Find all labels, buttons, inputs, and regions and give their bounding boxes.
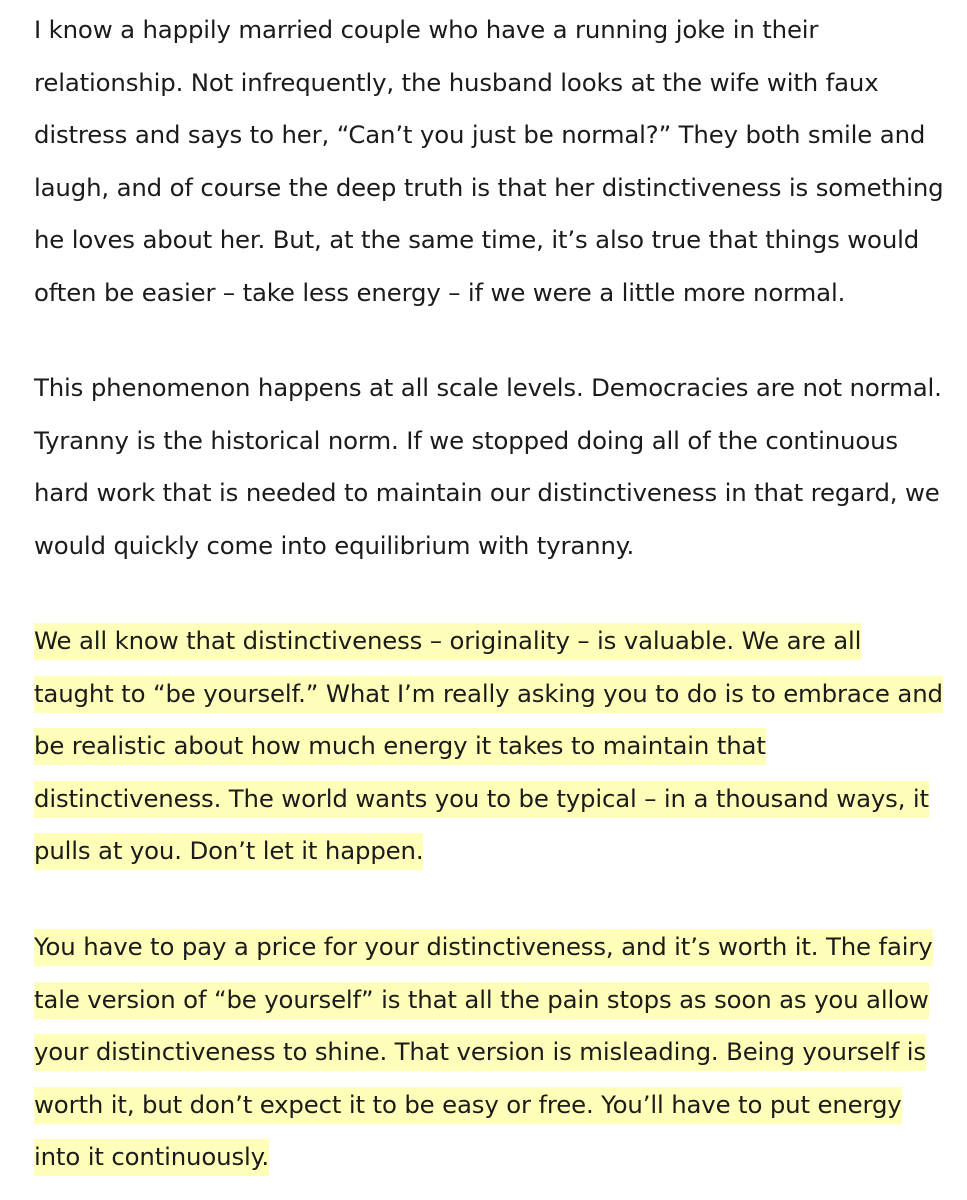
highlighted-line bbox=[34, 668, 943, 721]
line-text: You have to pay a price for your distinctiveness, and it’s worth it. The fairy bbox=[34, 929, 933, 966]
text-line bbox=[34, 162, 944, 215]
line-text: pulls at you. Don’t let it happen. bbox=[34, 833, 423, 870]
line-text: hard work that is needed to maintain our distinctiveness in that regard, we bbox=[34, 478, 940, 507]
text-line bbox=[34, 415, 934, 468]
line-text: be realistic about how much energy it takes to maintain that bbox=[34, 728, 766, 765]
text-line bbox=[34, 520, 934, 573]
highlighted-line bbox=[34, 825, 934, 878]
highlighted-line bbox=[34, 1131, 934, 1184]
line-text: I know a happily married couple who have a running joke in their bbox=[34, 15, 819, 44]
highlighted-line bbox=[34, 720, 934, 773]
line-text: would quickly come into equilibrium with tyranny. bbox=[34, 530, 635, 560]
text-line bbox=[34, 267, 934, 320]
paragraph-democracies bbox=[34, 362, 942, 572]
line-text: often be easier – take less energy – if we were a little more normal. bbox=[34, 277, 846, 307]
line-text: tale version of “be yourself” is that all the pain stops as soon as you allow bbox=[34, 982, 929, 1019]
highlighted-line bbox=[34, 974, 934, 1027]
line-text: Tyranny is the historical norm. If we stopped doing all of the continuous bbox=[34, 425, 898, 455]
text-line bbox=[34, 4, 934, 57]
line-text: laugh, and of course the deep truth is that her distinctiveness is something bbox=[34, 172, 944, 202]
text-line bbox=[34, 362, 942, 415]
line-text: your distinctiveness to shine. That version is misleading. Being yourself is bbox=[34, 1034, 926, 1071]
highlighted-paragraph-pay-a-price bbox=[34, 921, 934, 1184]
paragraph-married-couple bbox=[34, 4, 944, 319]
line-text: distinctiveness. The world wants you to be typical – in a thousand ways, it bbox=[34, 781, 929, 818]
highlighted-line bbox=[34, 1026, 934, 1079]
line-text: worth it, but don’t expect it to be easy or free. You’ll have to put energy bbox=[34, 1087, 902, 1124]
text-line bbox=[34, 467, 940, 520]
line-text: We all know that distinctiveness – originality – is valuable. We are all bbox=[34, 623, 861, 660]
line-text: relationship. Not infrequently, the husband looks at the wife with faux bbox=[34, 67, 879, 97]
highlighted-line bbox=[34, 615, 934, 668]
highlighted-line bbox=[34, 1079, 934, 1132]
line-text: into it continuously. bbox=[34, 1139, 269, 1176]
highlighted-paragraph-be-yourself bbox=[34, 615, 943, 878]
text-line bbox=[34, 109, 934, 162]
line-text: he loves about her. But, at the same time, it’s also true that things would bbox=[34, 225, 920, 254]
highlighted-line bbox=[34, 921, 934, 974]
line-text: This phenomenon happens at all scale levels. Democracies are not normal. bbox=[34, 373, 942, 402]
highlighted-line bbox=[34, 773, 934, 826]
text-line bbox=[34, 57, 934, 110]
line-text: distress and says to her, “Can’t you just be normal?” They both smile and bbox=[34, 120, 926, 149]
line-text: taught to “be yourself.” What I’m really asking you to do is to embrace and bbox=[34, 676, 943, 713]
text-line bbox=[34, 214, 934, 267]
